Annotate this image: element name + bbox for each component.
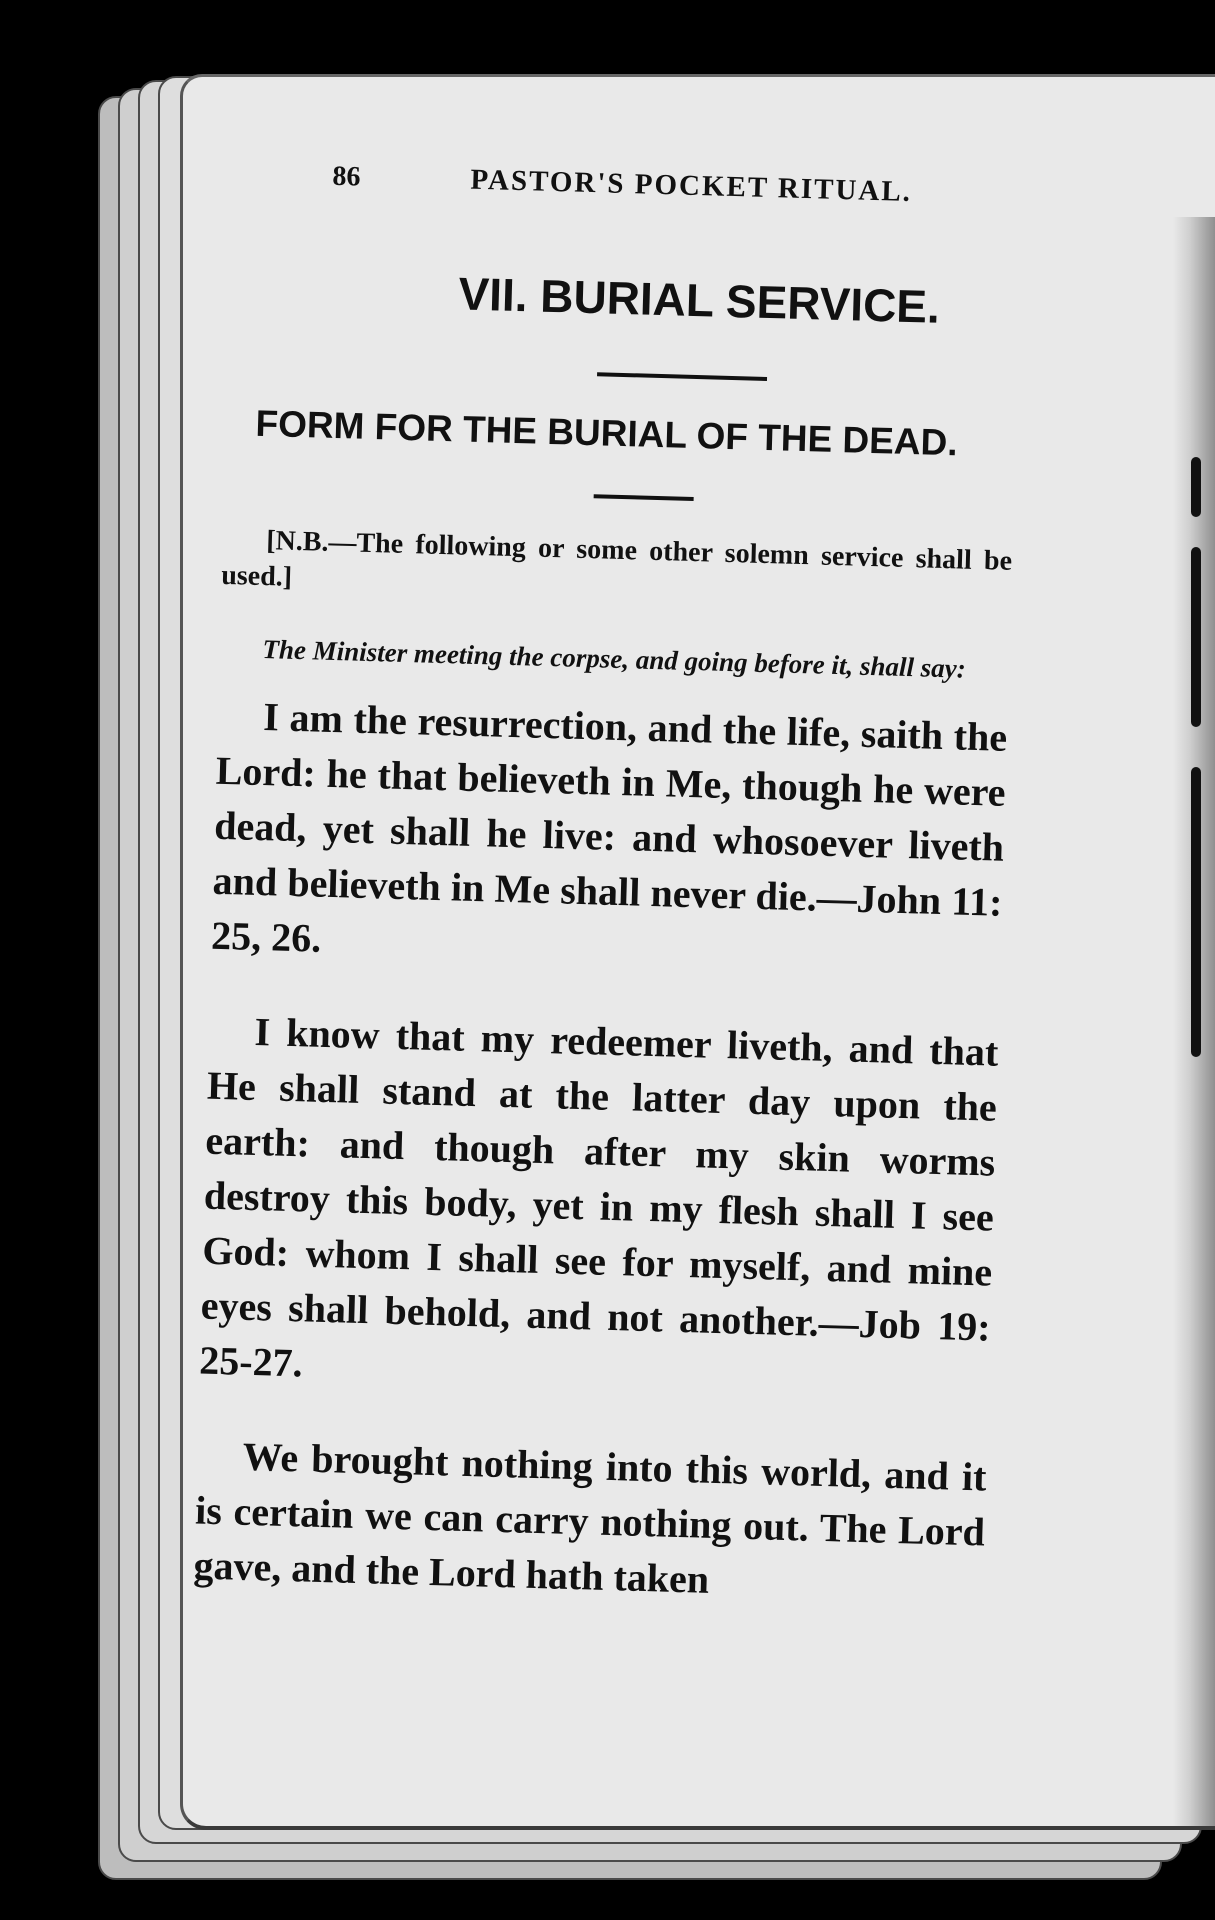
section-title: FORM FOR THE BURIAL OF THE DEAD. (255, 402, 959, 464)
scripture-paragraph: I am the resurrection, and the life, saith the Lord: he that believeth in Me, though he were dead, yet shall he live: and whosoever liveth and believeth in Me shall never die.—John 11: 25, 26. (210, 694, 1008, 961)
scripture-paragraph: We brought nothing into this world, and it is certain we can carry nothing out. The Lord gave, and the Lord hath taken (193, 1433, 988, 1602)
divider-rule (594, 494, 694, 501)
gutter-mark (1191, 767, 1201, 1057)
running-head: PASTOR'S POCKET RITUAL. (470, 163, 913, 208)
chapter-title: VII. BURIAL SERVICE. (457, 267, 941, 333)
rubric-instruction: The Minister meeting the corpse, and going before it, shall say: (262, 634, 967, 684)
divider-rule (597, 372, 767, 381)
page-header (232, 157, 1113, 215)
scripture-paragraph: I know that my redeemer liveth, and that He shall stand at the latter day upon the earth: and though after my skin worms destroy this body, yet in my flesh shall I see God: whom I shall see for myself, and mine eyes shall behold, and not another.—Job 19: 25-27. (198, 1008, 999, 1386)
page-gutter (1173, 217, 1215, 1830)
page-number: 86 (332, 160, 361, 193)
editorial-note: [N.B.—The following or some other solemn service shall be used.] (220, 525, 1013, 593)
gutter-mark (1191, 457, 1201, 517)
book-page (180, 74, 1215, 1830)
page-content (192, 157, 1113, 1657)
gutter-mark (1191, 547, 1201, 727)
